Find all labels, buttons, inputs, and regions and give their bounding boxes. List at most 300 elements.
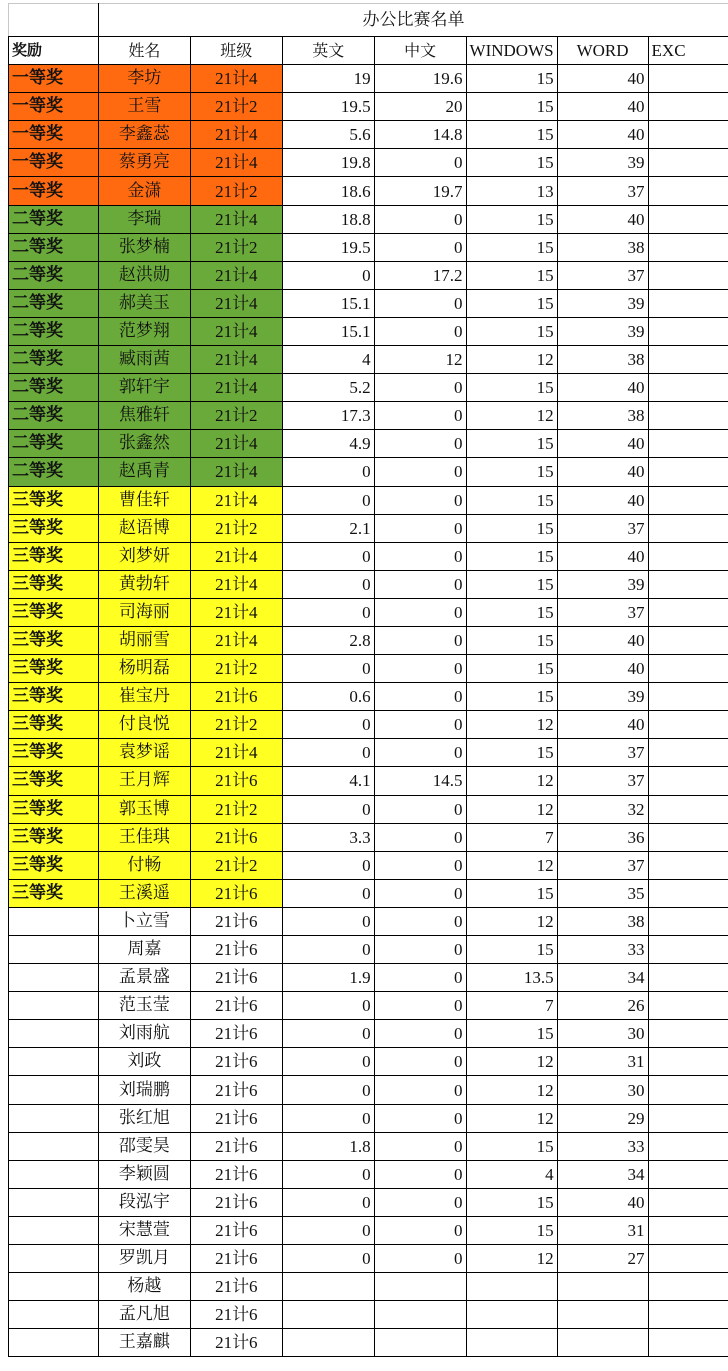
class-cell[interactable]: 21计2	[190, 711, 282, 739]
chinese-score-cell[interactable]: 0	[374, 430, 466, 458]
excel-score-cell[interactable]	[648, 261, 728, 289]
english-score-cell[interactable]: 0.6	[282, 683, 374, 711]
excel-score-cell[interactable]	[648, 683, 728, 711]
windows-score-cell[interactable]: 15	[466, 205, 557, 233]
name-cell[interactable]: 蔡勇亮	[98, 149, 190, 177]
name-cell[interactable]: 付良悦	[98, 711, 190, 739]
word-score-cell[interactable]: 40	[557, 711, 648, 739]
english-score-cell[interactable]: 18.6	[282, 177, 374, 205]
windows-score-cell[interactable]: 12	[466, 1076, 557, 1104]
word-score-cell[interactable]: 34	[557, 964, 648, 992]
windows-score-cell[interactable]: 12	[466, 1104, 557, 1132]
award-cell[interactable]: 二等奖	[9, 205, 99, 233]
class-cell[interactable]: 21计4	[190, 430, 282, 458]
word-score-cell[interactable]	[557, 1329, 648, 1357]
chinese-score-cell[interactable]: 0	[374, 149, 466, 177]
class-cell[interactable]: 21计4	[190, 458, 282, 486]
award-cell[interactable]: 一等奖	[9, 93, 99, 121]
word-score-cell[interactable]: 27	[557, 1245, 648, 1273]
class-cell[interactable]: 21计6	[190, 1245, 282, 1273]
word-score-cell[interactable]: 33	[557, 1132, 648, 1160]
word-score-cell[interactable]: 38	[557, 233, 648, 261]
word-score-cell[interactable]: 37	[557, 514, 648, 542]
chinese-score-cell[interactable]: 0	[374, 458, 466, 486]
award-cell[interactable]	[9, 936, 99, 964]
excel-score-cell[interactable]	[648, 149, 728, 177]
class-cell[interactable]: 21计6	[190, 1188, 282, 1216]
word-score-cell[interactable]: 40	[557, 65, 648, 93]
class-cell[interactable]: 21计4	[190, 121, 282, 149]
windows-score-cell[interactable]: 15	[466, 1132, 557, 1160]
award-cell[interactable]: 三等奖	[9, 767, 99, 795]
chinese-score-cell[interactable]: 0	[374, 711, 466, 739]
name-cell[interactable]: 李坊	[98, 65, 190, 93]
excel-score-cell[interactable]	[648, 402, 728, 430]
english-score-cell[interactable]: 2.8	[282, 626, 374, 654]
english-score-cell[interactable]: 5.2	[282, 374, 374, 402]
english-score-cell[interactable]: 4.1	[282, 767, 374, 795]
excel-score-cell[interactable]	[648, 121, 728, 149]
word-score-cell[interactable]: 38	[557, 346, 648, 374]
windows-score-cell[interactable]: 15	[466, 317, 557, 345]
header-chinese[interactable]: 中文	[374, 37, 466, 65]
word-score-cell[interactable]: 31	[557, 1216, 648, 1244]
excel-score-cell[interactable]	[648, 1301, 728, 1329]
class-cell[interactable]: 21计6	[190, 1104, 282, 1132]
english-score-cell[interactable]: 18.8	[282, 205, 374, 233]
name-cell[interactable]: 孟景盛	[98, 964, 190, 992]
class-cell[interactable]: 21计4	[190, 374, 282, 402]
windows-score-cell[interactable]: 12	[466, 767, 557, 795]
word-score-cell[interactable]: 35	[557, 879, 648, 907]
chinese-score-cell[interactable]: 0	[374, 655, 466, 683]
windows-score-cell[interactable]: 15	[466, 458, 557, 486]
excel-score-cell[interactable]	[648, 570, 728, 598]
word-score-cell[interactable]: 32	[557, 795, 648, 823]
class-cell[interactable]: 21计2	[190, 795, 282, 823]
award-cell[interactable]: 三等奖	[9, 711, 99, 739]
excel-score-cell[interactable]	[648, 1076, 728, 1104]
name-cell[interactable]: 赵禹青	[98, 458, 190, 486]
chinese-score-cell[interactable]: 0	[374, 795, 466, 823]
chinese-score-cell[interactable]: 0	[374, 626, 466, 654]
chinese-score-cell[interactable]	[374, 1301, 466, 1329]
class-cell[interactable]: 21计6	[190, 1048, 282, 1076]
word-score-cell[interactable]: 26	[557, 992, 648, 1020]
windows-score-cell[interactable]: 13	[466, 177, 557, 205]
class-cell[interactable]: 21计4	[190, 486, 282, 514]
windows-score-cell[interactable]: 15	[466, 739, 557, 767]
excel-score-cell[interactable]	[648, 458, 728, 486]
chinese-score-cell[interactable]: 20	[374, 93, 466, 121]
excel-score-cell[interactable]	[648, 1245, 728, 1273]
english-score-cell[interactable]: 15.1	[282, 289, 374, 317]
header-english[interactable]: 英文	[282, 37, 374, 65]
word-score-cell[interactable]: 37	[557, 598, 648, 626]
chinese-score-cell[interactable]: 0	[374, 1020, 466, 1048]
name-cell[interactable]: 王佳琪	[98, 823, 190, 851]
excel-score-cell[interactable]	[648, 177, 728, 205]
class-cell[interactable]: 21计4	[190, 205, 282, 233]
name-cell[interactable]: 范玉莹	[98, 992, 190, 1020]
award-cell[interactable]	[9, 964, 99, 992]
award-cell[interactable]: 二等奖	[9, 261, 99, 289]
chinese-score-cell[interactable]: 19.6	[374, 65, 466, 93]
word-score-cell[interactable]: 40	[557, 430, 648, 458]
english-score-cell[interactable]: 19.8	[282, 149, 374, 177]
english-score-cell[interactable]: 0	[282, 1160, 374, 1188]
chinese-score-cell[interactable]: 0	[374, 823, 466, 851]
class-cell[interactable]: 21计4	[190, 346, 282, 374]
word-score-cell[interactable]: 30	[557, 1020, 648, 1048]
class-cell[interactable]: 21计2	[190, 177, 282, 205]
name-cell[interactable]: 刘政	[98, 1048, 190, 1076]
award-cell[interactable]: 三等奖	[9, 795, 99, 823]
english-score-cell[interactable]: 0	[282, 739, 374, 767]
windows-score-cell[interactable]: 15	[466, 430, 557, 458]
chinese-score-cell[interactable]: 17.2	[374, 261, 466, 289]
english-score-cell[interactable]: 3.3	[282, 823, 374, 851]
class-cell[interactable]: 21计4	[190, 149, 282, 177]
name-cell[interactable]: 孟凡旭	[98, 1301, 190, 1329]
name-cell[interactable]: 罗凯月	[98, 1245, 190, 1273]
award-cell[interactable]: 三等奖	[9, 739, 99, 767]
chinese-score-cell[interactable]	[374, 1273, 466, 1301]
english-score-cell[interactable]: 0	[282, 1104, 374, 1132]
excel-score-cell[interactable]	[648, 1160, 728, 1188]
english-score-cell[interactable]: 0	[282, 1188, 374, 1216]
header-award[interactable]: 奖励	[9, 37, 99, 65]
chinese-score-cell[interactable]: 0	[374, 992, 466, 1020]
name-cell[interactable]: 臧雨茜	[98, 346, 190, 374]
class-cell[interactable]: 21计6	[190, 964, 282, 992]
windows-score-cell[interactable]	[466, 1273, 557, 1301]
name-cell[interactable]: 张鑫然	[98, 430, 190, 458]
word-score-cell[interactable]: 39	[557, 683, 648, 711]
word-score-cell[interactable]: 37	[557, 261, 648, 289]
chinese-score-cell[interactable]: 0	[374, 289, 466, 317]
chinese-score-cell[interactable]: 0	[374, 486, 466, 514]
word-score-cell[interactable]: 39	[557, 289, 648, 317]
name-cell[interactable]: 段泓宇	[98, 1188, 190, 1216]
award-cell[interactable]: 二等奖	[9, 374, 99, 402]
class-cell[interactable]: 21计2	[190, 655, 282, 683]
class-cell[interactable]: 21计6	[190, 879, 282, 907]
chinese-score-cell[interactable]: 0	[374, 205, 466, 233]
name-cell[interactable]: 付畅	[98, 851, 190, 879]
windows-score-cell[interactable]: 15	[466, 486, 557, 514]
english-score-cell[interactable]: 0	[282, 542, 374, 570]
windows-score-cell[interactable]: 12	[466, 402, 557, 430]
windows-score-cell[interactable]: 15	[466, 683, 557, 711]
windows-score-cell[interactable]: 15	[466, 1216, 557, 1244]
excel-score-cell[interactable]	[648, 879, 728, 907]
name-cell[interactable]: 黄勃轩	[98, 570, 190, 598]
english-score-cell[interactable]: 0	[282, 458, 374, 486]
excel-score-cell[interactable]	[648, 823, 728, 851]
award-cell[interactable]: 三等奖	[9, 655, 99, 683]
excel-score-cell[interactable]	[648, 346, 728, 374]
english-score-cell[interactable]: 4.9	[282, 430, 374, 458]
chinese-score-cell[interactable]: 0	[374, 739, 466, 767]
award-cell[interactable]	[9, 1188, 99, 1216]
excel-score-cell[interactable]	[648, 1048, 728, 1076]
windows-score-cell[interactable]: 15	[466, 570, 557, 598]
name-cell[interactable]: 杨明磊	[98, 655, 190, 683]
word-score-cell[interactable]: 29	[557, 1104, 648, 1132]
chinese-score-cell[interactable]: 0	[374, 1160, 466, 1188]
english-score-cell[interactable]: 0	[282, 879, 374, 907]
english-score-cell[interactable]: 19.5	[282, 233, 374, 261]
word-score-cell[interactable]: 39	[557, 570, 648, 598]
header-excel[interactable]: EXC	[648, 37, 728, 65]
name-cell[interactable]: 邵雯昊	[98, 1132, 190, 1160]
award-cell[interactable]	[9, 1132, 99, 1160]
name-cell[interactable]: 张红旭	[98, 1104, 190, 1132]
windows-score-cell[interactable]: 15	[466, 598, 557, 626]
english-score-cell[interactable]: 19.5	[282, 93, 374, 121]
word-score-cell[interactable]: 30	[557, 1076, 648, 1104]
english-score-cell[interactable]	[282, 1273, 374, 1301]
english-score-cell[interactable]: 0	[282, 795, 374, 823]
name-cell[interactable]: 李颖圆	[98, 1160, 190, 1188]
name-cell[interactable]: 张梦楠	[98, 233, 190, 261]
name-cell[interactable]: 司海丽	[98, 598, 190, 626]
english-score-cell[interactable]: 0	[282, 711, 374, 739]
name-cell[interactable]: 崔宝丹	[98, 683, 190, 711]
english-score-cell[interactable]: 0	[282, 261, 374, 289]
word-score-cell[interactable]: 37	[557, 767, 648, 795]
word-score-cell[interactable]: 40	[557, 374, 648, 402]
award-cell[interactable]	[9, 907, 99, 935]
name-cell[interactable]: 焦雅轩	[98, 402, 190, 430]
chinese-score-cell[interactable]: 0	[374, 542, 466, 570]
excel-score-cell[interactable]	[648, 626, 728, 654]
class-cell[interactable]: 21计4	[190, 570, 282, 598]
award-cell[interactable]: 一等奖	[9, 121, 99, 149]
windows-score-cell[interactable]: 15	[466, 879, 557, 907]
english-score-cell[interactable]: 19	[282, 65, 374, 93]
excel-score-cell[interactable]	[648, 964, 728, 992]
windows-score-cell[interactable]: 15	[466, 655, 557, 683]
chinese-score-cell[interactable]: 12	[374, 346, 466, 374]
excel-score-cell[interactable]	[648, 795, 728, 823]
award-cell[interactable]	[9, 1273, 99, 1301]
name-cell[interactable]: 郝美玉	[98, 289, 190, 317]
chinese-score-cell[interactable]: 14.8	[374, 121, 466, 149]
class-cell[interactable]: 21计4	[190, 289, 282, 317]
word-score-cell[interactable]: 34	[557, 1160, 648, 1188]
windows-score-cell[interactable]: 12	[466, 851, 557, 879]
english-score-cell[interactable]: 2.1	[282, 514, 374, 542]
word-score-cell[interactable]: 38	[557, 907, 648, 935]
english-score-cell[interactable]: 0	[282, 1020, 374, 1048]
class-cell[interactable]: 21计4	[190, 65, 282, 93]
chinese-score-cell[interactable]: 0	[374, 936, 466, 964]
class-cell[interactable]: 21计2	[190, 93, 282, 121]
award-cell[interactable]: 二等奖	[9, 289, 99, 317]
english-score-cell[interactable]: 0	[282, 655, 374, 683]
excel-score-cell[interactable]	[648, 374, 728, 402]
award-cell[interactable]: 三等奖	[9, 514, 99, 542]
name-cell[interactable]: 刘雨航	[98, 1020, 190, 1048]
windows-score-cell[interactable]: 15	[466, 121, 557, 149]
award-cell[interactable]	[9, 1048, 99, 1076]
windows-score-cell[interactable]: 12	[466, 1245, 557, 1273]
award-cell[interactable]	[9, 1160, 99, 1188]
word-score-cell[interactable]: 39	[557, 149, 648, 177]
class-cell[interactable]: 21计6	[190, 1273, 282, 1301]
award-cell[interactable]: 三等奖	[9, 570, 99, 598]
windows-score-cell[interactable]: 15	[466, 149, 557, 177]
chinese-score-cell[interactable]: 0	[374, 1245, 466, 1273]
award-cell[interactable]	[9, 1216, 99, 1244]
class-cell[interactable]: 21计6	[190, 1020, 282, 1048]
chinese-score-cell[interactable]: 0	[374, 402, 466, 430]
windows-score-cell[interactable]: 12	[466, 907, 557, 935]
chinese-score-cell[interactable]: 0	[374, 570, 466, 598]
english-score-cell[interactable]: 0	[282, 992, 374, 1020]
award-cell[interactable]: 二等奖	[9, 317, 99, 345]
chinese-score-cell[interactable]: 0	[374, 907, 466, 935]
award-cell[interactable]: 二等奖	[9, 402, 99, 430]
award-cell[interactable]: 一等奖	[9, 177, 99, 205]
word-score-cell[interactable]	[557, 1301, 648, 1329]
chinese-score-cell[interactable]: 19.7	[374, 177, 466, 205]
english-score-cell[interactable]: 4	[282, 346, 374, 374]
word-score-cell[interactable]: 40	[557, 205, 648, 233]
english-score-cell[interactable]: 0	[282, 486, 374, 514]
award-cell[interactable]: 三等奖	[9, 486, 99, 514]
windows-score-cell[interactable]	[466, 1301, 557, 1329]
award-cell[interactable]: 一等奖	[9, 149, 99, 177]
chinese-score-cell[interactable]: 0	[374, 514, 466, 542]
class-cell[interactable]: 21计2	[190, 851, 282, 879]
class-cell[interactable]: 21计4	[190, 626, 282, 654]
excel-score-cell[interactable]	[648, 767, 728, 795]
excel-score-cell[interactable]	[648, 739, 728, 767]
word-score-cell[interactable]: 37	[557, 851, 648, 879]
class-cell[interactable]: 21计6	[190, 767, 282, 795]
english-score-cell[interactable]: 0	[282, 1076, 374, 1104]
name-cell[interactable]: 李鑫蕊	[98, 121, 190, 149]
name-cell[interactable]: 宋慧萱	[98, 1216, 190, 1244]
excel-score-cell[interactable]	[648, 992, 728, 1020]
english-score-cell[interactable]: 17.3	[282, 402, 374, 430]
name-cell[interactable]: 赵语博	[98, 514, 190, 542]
award-cell[interactable]: 二等奖	[9, 430, 99, 458]
excel-score-cell[interactable]	[648, 598, 728, 626]
name-cell[interactable]: 金潇	[98, 177, 190, 205]
excel-score-cell[interactable]	[648, 1020, 728, 1048]
excel-score-cell[interactable]	[648, 1329, 728, 1357]
name-cell[interactable]: 赵洪勋	[98, 261, 190, 289]
excel-score-cell[interactable]	[648, 542, 728, 570]
excel-score-cell[interactable]	[648, 205, 728, 233]
word-score-cell[interactable]: 33	[557, 936, 648, 964]
class-cell[interactable]: 21计6	[190, 1160, 282, 1188]
english-score-cell[interactable]	[282, 1301, 374, 1329]
windows-score-cell[interactable]: 15	[466, 514, 557, 542]
name-cell[interactable]: 刘梦妍	[98, 542, 190, 570]
name-cell[interactable]: 李瑞	[98, 205, 190, 233]
excel-score-cell[interactable]	[648, 317, 728, 345]
chinese-score-cell[interactable]: 0	[374, 233, 466, 261]
chinese-score-cell[interactable]: 0	[374, 317, 466, 345]
chinese-score-cell[interactable]: 0	[374, 964, 466, 992]
class-cell[interactable]: 21计6	[190, 683, 282, 711]
excel-score-cell[interactable]	[648, 1132, 728, 1160]
name-cell[interactable]: 周嘉	[98, 936, 190, 964]
class-cell[interactable]: 21计6	[190, 1301, 282, 1329]
class-cell[interactable]: 21计6	[190, 992, 282, 1020]
name-cell[interactable]: 王溪遥	[98, 879, 190, 907]
chinese-score-cell[interactable]: 0	[374, 1076, 466, 1104]
windows-score-cell[interactable]: 7	[466, 823, 557, 851]
windows-score-cell[interactable]: 15	[466, 93, 557, 121]
award-cell[interactable]: 一等奖	[9, 65, 99, 93]
award-cell[interactable]: 三等奖	[9, 626, 99, 654]
class-cell[interactable]: 21计4	[190, 542, 282, 570]
word-score-cell[interactable]: 40	[557, 655, 648, 683]
english-score-cell[interactable]: 0	[282, 1048, 374, 1076]
windows-score-cell[interactable]: 15	[466, 936, 557, 964]
english-score-cell[interactable]: 5.6	[282, 121, 374, 149]
name-cell[interactable]: 王雪	[98, 93, 190, 121]
windows-score-cell[interactable]: 15	[466, 233, 557, 261]
class-cell[interactable]: 21计4	[190, 317, 282, 345]
english-score-cell[interactable]: 0	[282, 907, 374, 935]
award-cell[interactable]: 三等奖	[9, 542, 99, 570]
windows-score-cell[interactable]: 15	[466, 289, 557, 317]
word-score-cell[interactable]: 37	[557, 739, 648, 767]
excel-score-cell[interactable]	[648, 430, 728, 458]
excel-score-cell[interactable]	[648, 711, 728, 739]
award-cell[interactable]: 三等奖	[9, 879, 99, 907]
windows-score-cell[interactable]: 15	[466, 626, 557, 654]
windows-score-cell[interactable]: 15	[466, 542, 557, 570]
chinese-score-cell[interactable]: 0	[374, 683, 466, 711]
award-cell[interactable]	[9, 1245, 99, 1273]
class-cell[interactable]: 21计6	[190, 1132, 282, 1160]
name-cell[interactable]: 郭轩宇	[98, 374, 190, 402]
windows-score-cell[interactable]: 15	[466, 1020, 557, 1048]
corner-cell[interactable]	[9, 4, 99, 37]
chinese-score-cell[interactable]: 0	[374, 1216, 466, 1244]
class-cell[interactable]: 21计4	[190, 739, 282, 767]
windows-score-cell[interactable]: 15	[466, 374, 557, 402]
class-cell[interactable]: 21计6	[190, 1329, 282, 1357]
award-cell[interactable]: 三等奖	[9, 851, 99, 879]
class-cell[interactable]: 21计6	[190, 907, 282, 935]
class-cell[interactable]: 21计6	[190, 1216, 282, 1244]
word-score-cell[interactable]: 40	[557, 542, 648, 570]
class-cell[interactable]: 21计6	[190, 1076, 282, 1104]
windows-score-cell[interactable]: 12	[466, 711, 557, 739]
excel-score-cell[interactable]	[648, 65, 728, 93]
windows-score-cell[interactable]: 15	[466, 65, 557, 93]
windows-score-cell[interactable]: 12	[466, 795, 557, 823]
award-cell[interactable]	[9, 1104, 99, 1132]
excel-score-cell[interactable]	[648, 1104, 728, 1132]
windows-score-cell[interactable]: 12	[466, 346, 557, 374]
english-score-cell[interactable]	[282, 1329, 374, 1357]
english-score-cell[interactable]: 0	[282, 570, 374, 598]
english-score-cell[interactable]: 0	[282, 1245, 374, 1273]
word-score-cell[interactable]: 37	[557, 177, 648, 205]
excel-score-cell[interactable]	[648, 936, 728, 964]
award-cell[interactable]: 二等奖	[9, 458, 99, 486]
